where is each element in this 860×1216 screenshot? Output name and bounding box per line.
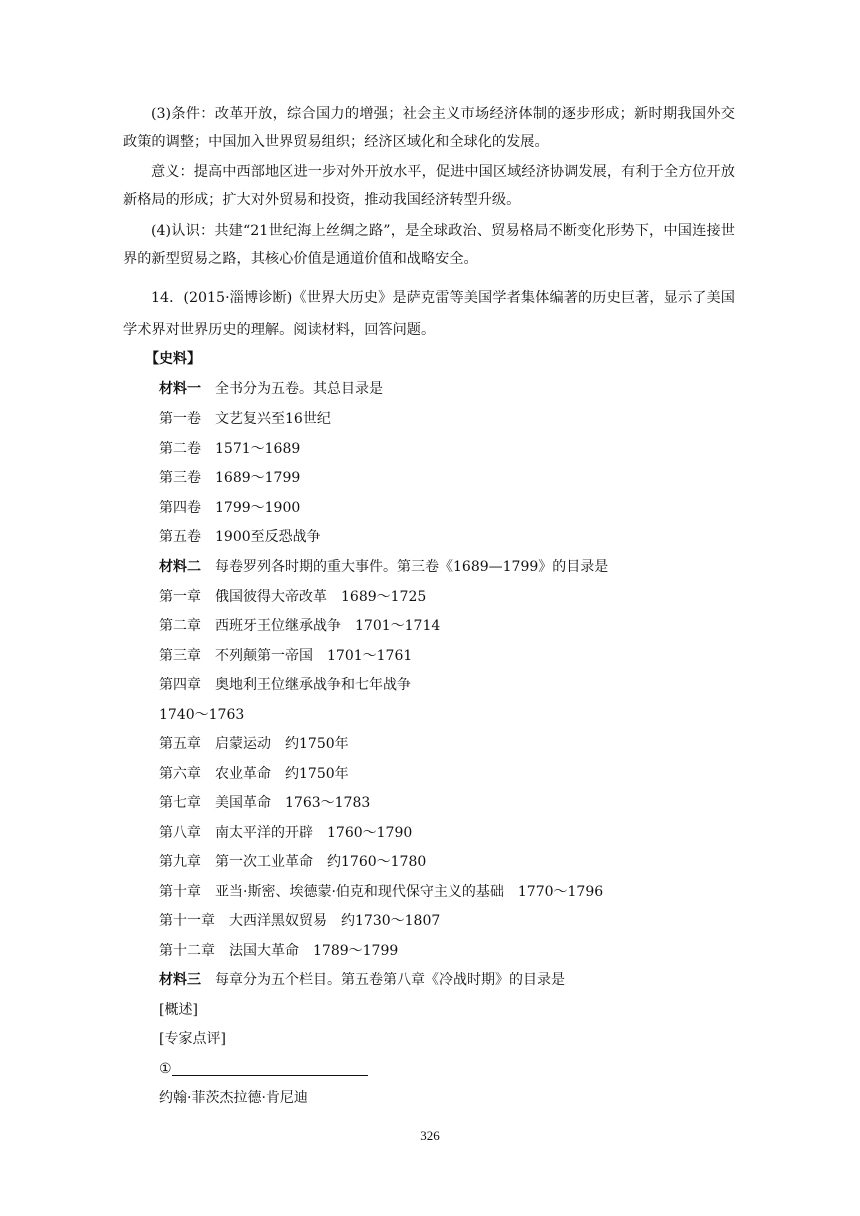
question-14: 14．(2015·淄博诊断)《世界大历史》是萨克雷等美国学者集体编著的历史巨著，显示了美国学术界对世界历史的理解。阅读材料，回答问题。 [123,290,735,338]
chapter-item: 第二章 西班牙王位继承战争 1701～1714 [159,618,441,634]
blank-number: ① [159,1061,172,1077]
volume-item: 第五卷 1900至反恐战争 [159,529,321,545]
material3-label: 材料三 [159,972,201,988]
chapter-item: 第十二章 法国大革命 1789～1799 [159,943,399,959]
paragraph-conditions: (3)条件：改革开放，综合国力的增强；社会主义市场经济体制的逐步形成；新时期我国外交政策的调整；中国加入世界贸易组织；经济区域化和全球化的发展。 [123,106,735,150]
fill-in-blank-line [159,1059,368,1079]
chapter-item: 第六章 农业革命 约1750年 [159,766,349,782]
material3-line [159,970,565,990]
material3-item-overview: [概述] [159,1002,198,1018]
material1-label: 材料一 [159,381,201,397]
paragraph-understanding: (4)认识：共建“21世纪海上丝绸之路”，是全球政治、贸易格局不断变化形势下，中国连接世界的新型贸易之路，其核心价值是通道价值和战略安全。 [123,223,735,267]
chapter-item: 第一章 俄国彼得大帝改革 1689～1725 [159,589,427,605]
section-heading: 【史料】 [145,351,201,367]
volume-item: 第三卷 1689～1799 [159,470,301,486]
chapter-item: 第五章 启蒙运动 约1750年 [159,736,349,752]
answer-blank [172,1061,368,1076]
chapter-item: 第八章 南太平洋的开辟 1760～1790 [159,825,413,841]
chapter-item: 第十章 亚当·斯密、埃德蒙·伯克和现代保守主义的基础 1770～1796 [159,884,604,900]
chapter-item: 第四章 奥地利王位继承战争和七年战争 [159,677,411,693]
paragraph-significance: 意义：提高中西部地区进一步对外开放水平，促进中国区域经济协调发展，有利于全方位开放新格局的形成；扩大对外贸易和投资，推动我国经济转型升级。 [123,164,735,208]
material3-last-line: 约翰·菲茨杰拉德·肯尼迪 [159,1090,308,1106]
material2-line [159,557,608,577]
material1-line [159,379,383,399]
material2-text: 每卷罗列各时期的重大事件。第三卷《1689—1799》的目录是 [215,559,609,575]
chapter-item: 第十一章 大西洋黑奴贸易 约1730～1807 [159,913,441,929]
page-number: 326 [420,1128,440,1143]
chapter-item-continued: 1740～1763 [159,707,245,723]
chapter-item: 第七章 美国革命 1763～1783 [159,795,371,811]
chapter-item: 第九章 第一次工业革命 约1760～1780 [159,854,427,870]
volume-item: 第四卷 1799～1900 [159,500,301,516]
chapter-item: 第三章 不列颠第一帝国 1701～1761 [159,648,413,664]
volume-item: 第一卷 文艺复兴至16世纪 [159,411,331,427]
volume-item: 第二卷 1571～1689 [159,441,301,457]
material1-text: 全书分为五卷。其总目录是 [215,381,383,397]
material3-text: 每章分为五个栏目。第五卷第八章《冷战时期》的目录是 [215,972,565,988]
material3-item-expert: [专家点评] [159,1031,226,1047]
material2-label: 材料二 [159,559,201,575]
